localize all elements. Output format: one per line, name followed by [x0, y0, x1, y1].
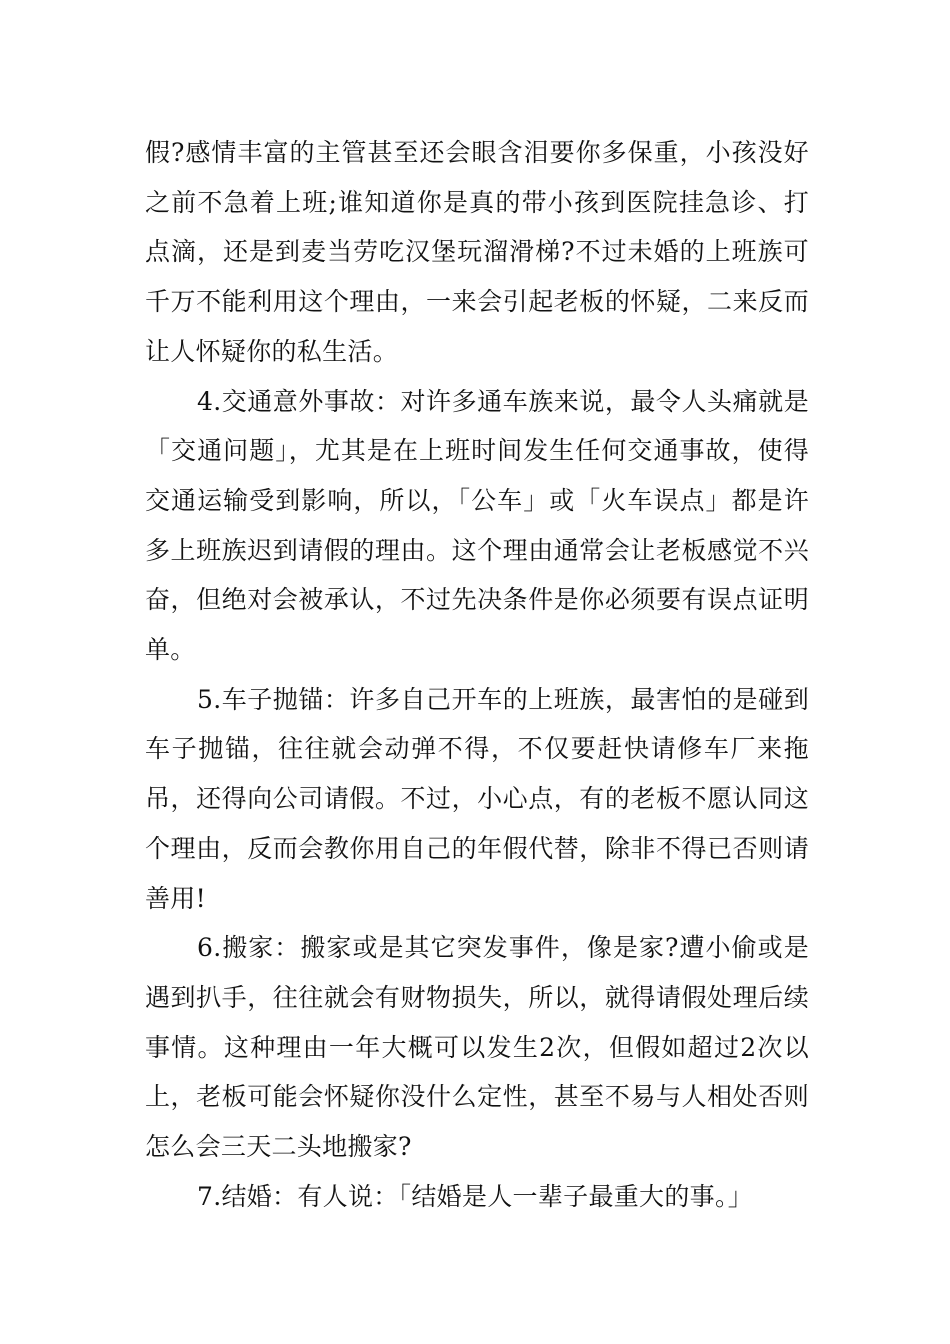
paragraph-continuation: 假?感情丰富的主管甚至还会眼含泪要你多保重，小孩没好之前不急着上班;谁知道你是真的带小孩到医院挂急诊、打点滴，还是到麦当劳吃汉堡玩溜滑梯?不过未婚的上班族可千万不能利用这个理由，一来会引起老板的怀疑，二来反而让人怀疑你的私生活。: [145, 138, 809, 366]
paragraph-item-4-traffic-accident: 4.交通意外事故：对许多通车族来说，最令人头痛就是「交通问题」，尤其是在上班时间发生任何交通事故，使得交通运输受到影响，所以，「公车」或「火车误点」都是许多上班族迟到请假的理由。这个理由通常会让老板感觉不兴奋，但绝对会被承认，不过先决条件是你必须要有误点证明单。: [145, 386, 809, 665]
paragraph-item-5-car-breakdown: 5.车子抛锚：许多自己开车的上班族，最害怕的是碰到车子抛锚，往往就会动弹不得，不仅要赶快请修车厂来拖吊，还得向公司请假。不过，小心点，有的老板不愿认同这个理由，反而会教你用自己的年假代替，除非不得已否则请善用!: [145, 684, 809, 913]
paragraph-item-7-marriage: 7.结婚：有人说：「结婚是人一辈子最重大的事。」: [197, 1181, 754, 1211]
paragraph-item-6-moving: 6.搬家：搬家或是其它突发事件，像是家?遭小偷或是遇到扒手，往往就会有财物损失，所以，就得请假处理后续事情。这种理由一年大概可以发生2次，但假如超过2次以上，老板可能会怀疑你没什么定性，甚至不易与人相处否则怎么会三天二头地搬家?: [145, 933, 809, 1162]
document-body: [145, 128, 809, 1221]
